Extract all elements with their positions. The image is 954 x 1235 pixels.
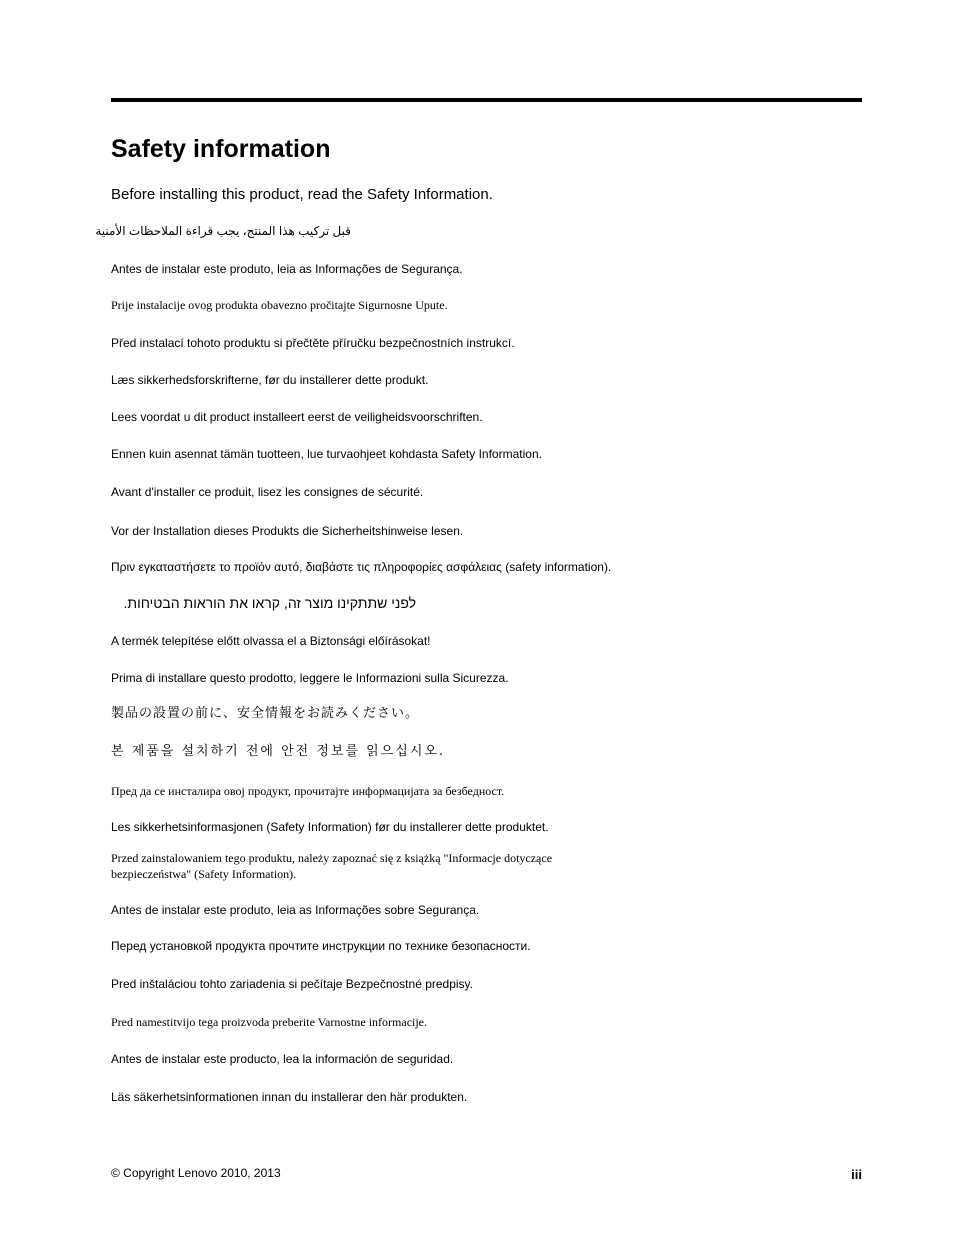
safety-line-slovenian: Pred namestitvijo tega proizvoda preberite Varnostne informacije.	[111, 1015, 428, 1029]
safety-line-french: Avant d'installer ce produit, lisez les consignes de sécurité.	[111, 485, 424, 499]
safety-line-danish: Læs sikkerhedsforskrifterne, før du installerer dette produkt.	[111, 373, 429, 387]
safety-line-dutch: Lees voordat u dit product installeert eerst de veiligheidsvoorschriften.	[111, 410, 483, 424]
page-number: iii	[851, 1167, 862, 1182]
safety-line-macedonian: Пред да се инсталира овој продукт, прочитајте информацијата за безбедност.	[111, 784, 505, 798]
safety-line-korean: 본 제품을 설치하기 전에 안전 정보를 읽으십시오.	[111, 744, 446, 759]
safety-line-russian: Перед установкой продукта прочтите инструкции по технике безопасности.	[111, 939, 531, 953]
safety-line-swedish: Läs säkerhetsinformationen innan du installerar den här produkten.	[111, 1090, 468, 1104]
footer-copyright: © Copyright Lenovo 2010, 2013	[111, 1166, 281, 1180]
page-title: Safety information	[111, 135, 331, 163]
safety-line-hebrew: לפני שתתקינו מוצר זה, קראו את הוראות הבטיחות.	[123, 595, 416, 611]
safety-line-norwegian: Les sikkerhetsinformasjonen (Safety Information) før du installerer dette produktet.	[111, 820, 549, 834]
safety-line-czech: Před instalací tohoto produktu si přečtěte příručku bezpečnostních instrukcí.	[111, 336, 515, 350]
safety-line-finnish: Ennen kuin asennat tämän tuotteen, lue turvaohjeet kohdasta Safety Information.	[111, 447, 542, 461]
safety-line-portuguese-br: Antes de instalar este produto, leia as Informações de Segurança.	[111, 262, 463, 276]
intro-text: Before installing this product, read the Safety Information.	[111, 186, 493, 203]
safety-line-japanese: 製品の設置の前に、安全情報をお読みください。	[111, 706, 420, 721]
safety-line-slovak: Pred inštaláciou tohto zariadenia si pečítaje Bezpečnostné predpisy.	[111, 977, 473, 991]
safety-line-hungarian: A termék telepítése előtt olvassa el a Biztonsági előírásokat!	[111, 634, 431, 648]
header-rule	[111, 98, 862, 102]
safety-line-german: Vor der Installation dieses Produkts die Sicherheitshinweise lesen.	[111, 524, 464, 538]
safety-line-portuguese: Antes de instalar este produto, leia as Informações sobre Segurança.	[111, 903, 480, 917]
safety-line-italian: Prima di installare questo prodotto, leggere le Informazioni sulla Sicurezza.	[111, 671, 509, 685]
safety-line-spanish: Antes de instalar este producto, lea la información de seguridad.	[111, 1052, 454, 1066]
safety-line-croatian: Prije instalacije ovog produkta obavezno pročitajte Sigurnosne Upute.	[111, 298, 448, 312]
safety-line-greek: Πριν εγκαταστήσετε το προϊόν αυτό, διαβάστε τις πληροφορίες ασφάλειας (safety information).	[111, 560, 612, 574]
safety-line-arabic: قبل تركيب هذا المنتج، يجب قراءة الملاحظات الأمنية	[95, 224, 351, 238]
safety-line-polish: Przed zainstalowaniem tego produktu, należy zapoznać się z książką "Informacje dotyczące bezpieczeństwa" (Safety Information).	[111, 851, 553, 881]
